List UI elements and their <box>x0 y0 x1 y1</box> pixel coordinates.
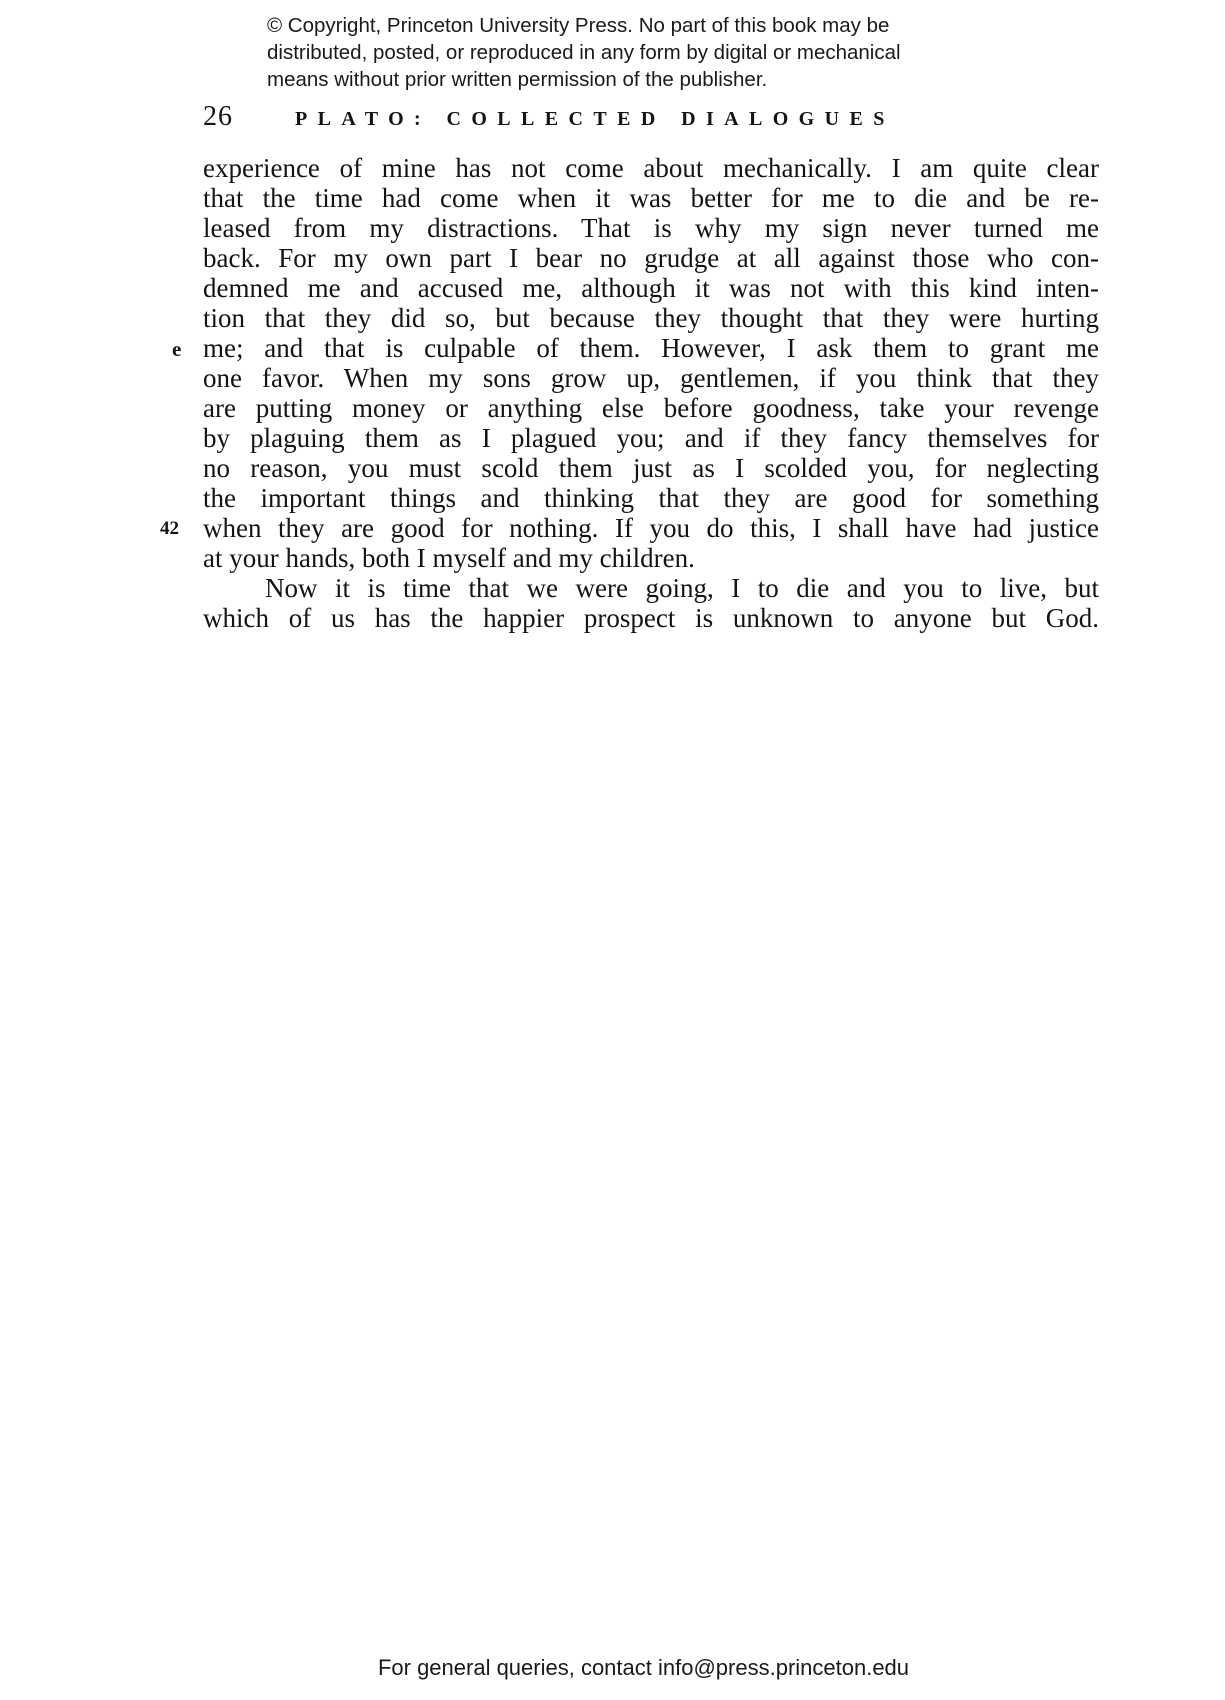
running-title: PLATO: COLLECTED DIALOGUES <box>295 108 895 130</box>
text-line: by plaguing them as I plagued you; and if they fancy themselves for <box>203 423 1099 453</box>
text-line: which of us has the happier prospect is unknown to anyone but God. <box>203 603 1099 633</box>
copyright-line: distributed, posted, or reproduced in any form by digital or mechanical <box>267 41 901 64</box>
page-marker-42: 42 <box>160 518 179 539</box>
footer-contact: For general queries, contact info@press.princeton.edu <box>377 1655 910 1680</box>
text-line: when they are good for nothing. If you do this, I shall have had justice <box>203 513 1099 543</box>
copyright-notice <box>267 12 1027 93</box>
text-line: no reason, you must scold them just as I scolded you, for neglecting <box>203 453 1099 483</box>
copyright-line: means without prior written permission of the publisher. <box>267 68 768 91</box>
text-line: one favor. When my sons grow up, gentlemen, if you think that they <box>203 363 1099 393</box>
text-line: experience of mine has not come about mechanically. I am quite clear <box>203 153 1099 183</box>
text-line: leased from my distractions. That is why my sign never turned me <box>203 213 1099 243</box>
text-line: tion that they did so, but because they thought that they were hurting <box>203 303 1099 333</box>
text-line: demned me and accused me, although it was not with this kind inten- <box>203 273 1099 303</box>
text-line: Now it is time that we were going, I to die and you to live, but <box>265 573 1099 603</box>
text-line: that the time had come when it was better for me to die and be re- <box>203 183 1099 213</box>
text-line: are putting money or anything else before goodness, take your revenge <box>203 393 1099 423</box>
body-text <box>203 153 1099 633</box>
text-line: back. For my own part I bear no grudge at all against those who con- <box>203 243 1099 273</box>
text-line: at your hands, both I myself and my children. <box>203 543 695 573</box>
page-number: 26 <box>203 101 233 132</box>
section-marker-e: e <box>172 337 182 361</box>
text-line: the important things and thinking that they are good for something <box>203 483 1099 513</box>
text-line: me; and that is culpable of them. However, I ask them to grant me <box>203 333 1099 363</box>
running-head <box>203 100 1103 134</box>
copyright-line: © Copyright, Princeton University Press. No part of this book may be <box>267 14 890 37</box>
